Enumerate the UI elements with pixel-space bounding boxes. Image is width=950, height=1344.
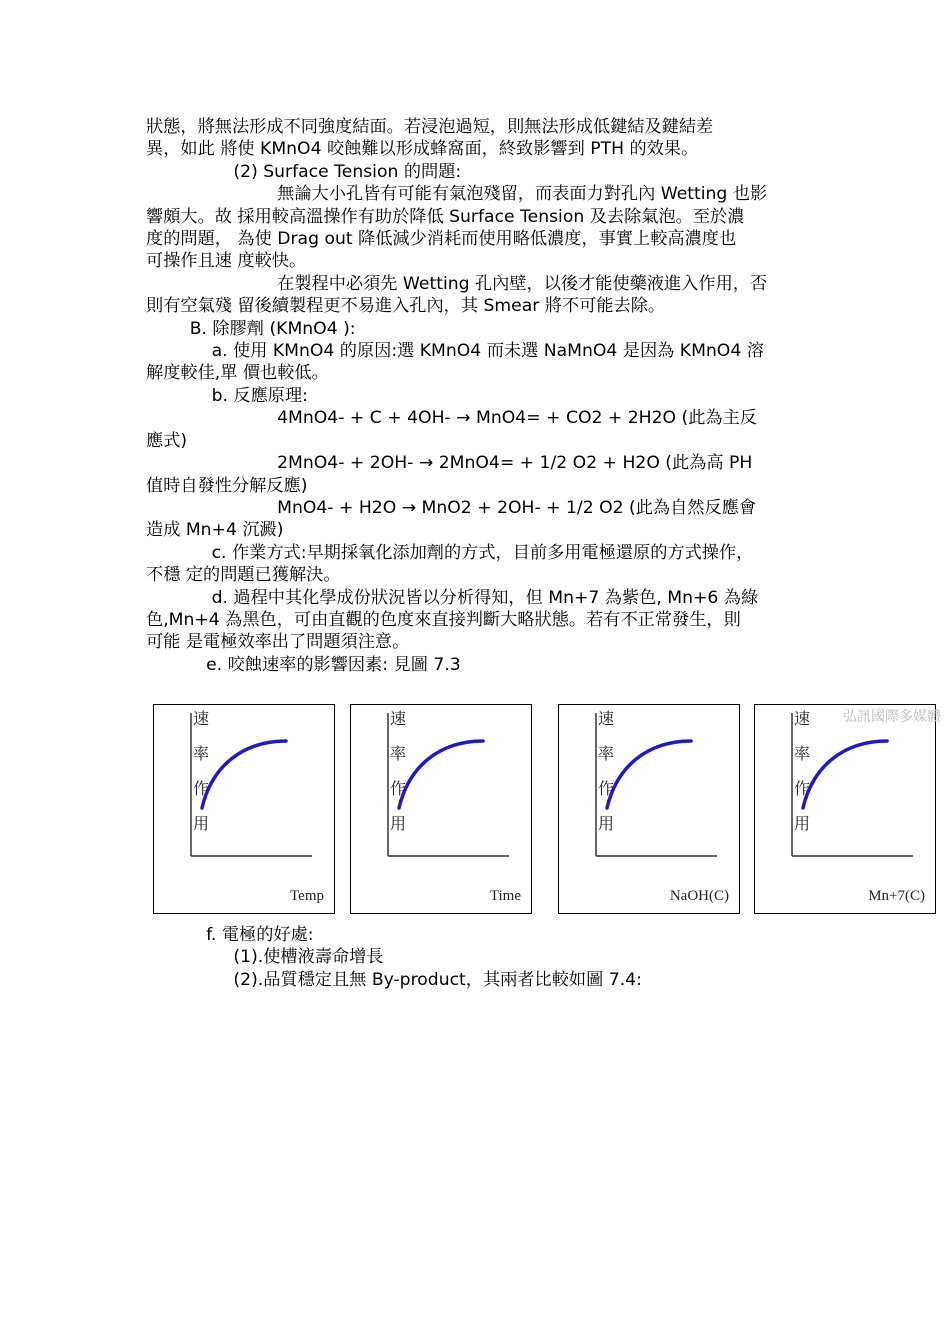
text-line: 度的問題， 為使 Drag out 降低減少消耗而使用略低濃度，事實上較高濃度也 [146,229,737,250]
x-axis-label: NaOH(C) [669,888,729,904]
chart-plot [154,705,336,915]
rate-chart [558,704,740,914]
chart-plot [351,705,533,915]
y-axis-char: 用 [794,814,811,833]
text-line: 可操作且速 度較快。 [146,251,307,272]
text-line: b. 反應原理: [146,385,308,406]
rate-chart [350,704,532,914]
text-line: MnO4- + H2O → MnO2 + 2OH- + 1/2 O2 (此為自然反應會 [146,497,757,518]
text-line: 造成 Mn+4 沉澱) [146,520,284,541]
text-line: (2).品質穩定且無 By-product，其兩者比較如圖 7.4: [146,969,642,990]
text-line: e. 咬蝕速率的影響因素: 見圖 7.3 [146,654,461,675]
x-axis-label: Time [489,888,521,904]
rate-curve [399,741,483,808]
y-axis-char: 率 [390,744,407,763]
y-axis-char: 用 [193,814,210,833]
rate-curve [202,741,286,808]
x-axis-label: Mn+7(C) [868,888,925,904]
y-axis-char: 率 [794,744,811,763]
y-axis-char: 速 [390,709,407,728]
text-line: 解度較佳,單 價也較低。 [146,363,329,384]
rate-curve [607,741,691,808]
text-line: 狀態，將無法形成不同強度結面。若浸泡過短，則無法形成低鍵結及鍵結差 [146,117,714,137]
text-line: 4MnO4- + C + 4OH- → MnO4= + CO2 + 2H2O (此為主反 [146,408,757,429]
text-line: 色,Mn+4 為黑色，可由直觀的色度來直接判斷大略狀態。若有不正常發生，則 [146,609,741,630]
y-axis-char: 作 [598,779,615,798]
rate-chart [754,704,936,914]
text-line: 異，如此 將使 KMnO4 咬蝕難以形成蜂窩面，終致影響到 PTH 的效果。 [146,139,699,160]
y-axis-char: 作 [390,779,407,798]
chart-plot [755,705,937,915]
text-line: 可能 是電極效率出了問題須注意。 [146,632,410,653]
y-axis-char: 作 [193,779,210,798]
text-line: (2) Surface Tension 的問題: [146,161,462,182]
text-line: d. 過程中其化學成份狀況皆以分析得知，但 Mn+7 為紫色, Mn+6 為綠 [146,587,759,608]
text-line: c. 作業方式:早期採氧化添加劑的方式，目前多用電極還原的方式操作， [146,542,754,563]
rate-chart [153,704,335,914]
text-line: (1).使槽液壽命增長 [146,947,384,968]
text-line: f. 電極的好處: [146,925,314,945]
y-axis-char: 率 [193,744,210,763]
y-axis-char: 速 [193,709,210,728]
text-line: 不穩 定的問題已獲解決。 [146,565,341,586]
text-line: B. 除膠劑 (KMnO4 ): [146,318,356,339]
y-axis-char: 率 [598,744,615,763]
y-axis-char: 用 [598,814,615,833]
y-axis-char: 速 [794,709,811,728]
text-line: 2MnO4- + 2OH- → 2MnO4= + 1/2 O2 + H2O (此為高 PH [146,453,753,474]
text-line: 響頗大。故 採用較高溫操作有助於降低 Surface Tension 及去除氣泡。至於濃 [146,206,745,227]
text-line: 則有空氣殘 留後續製程更不易進入孔內，其 Smear 將不可能去除。 [146,296,666,317]
text-line: 值時自發性分解反應) [146,475,308,496]
y-axis-char: 作 [794,779,811,798]
text-line: 無論大小孔皆有可能有氣泡殘留，而表面力對孔內 Wetting 也影 [146,184,768,205]
after-text [146,924,814,991]
y-axis-char: 速 [598,709,615,728]
y-axis-char: 用 [390,814,407,833]
body-text [146,116,814,676]
rate-curve [803,741,887,808]
watermark: 弘訊國際多媒體 [843,709,941,725]
figure-7-3 [153,704,950,916]
text-line: 在製程中必須先 Wetting 孔內壁，以後才能使藥液進入作用，否 [146,273,768,294]
x-axis-label: Temp [290,888,324,904]
chart-plot [559,705,741,915]
text-line: 應式) [146,430,188,451]
text-line: a. 使用 KMnO4 的原因:選 KMnO4 而未選 NaMnO4 是因為 KMnO4 溶 [146,341,764,362]
